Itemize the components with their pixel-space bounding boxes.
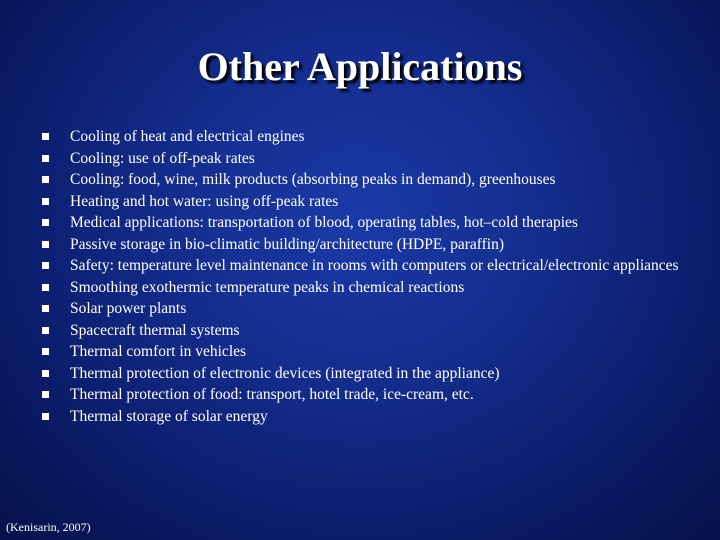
bullet-item <box>42 408 682 425</box>
bullet-text: Cooling: use of off-peak rates <box>70 149 255 167</box>
bullet-item <box>42 322 682 339</box>
bullet-item <box>42 386 682 403</box>
square-bullet-icon <box>42 262 49 269</box>
square-bullet-icon <box>42 133 49 140</box>
bullet-text: Thermal comfort in vehicles <box>70 343 247 360</box>
bullet-item <box>42 171 682 188</box>
bullet-item <box>42 193 682 210</box>
bullet-item <box>42 300 682 317</box>
square-bullet-icon <box>42 241 49 248</box>
bullet-text: Thermal protection of food: transport, hotel trade, ice-cream, etc. <box>70 386 474 403</box>
bullet-list <box>42 128 682 429</box>
bullet-item <box>42 128 682 145</box>
bullet-item <box>42 365 682 382</box>
square-bullet-icon <box>42 219 49 226</box>
bullet-text: Cooling of heat and electrical engines <box>70 128 305 145</box>
square-bullet-icon <box>42 413 49 420</box>
square-bullet-icon <box>42 327 49 334</box>
bullet-item <box>42 214 682 231</box>
square-bullet-icon <box>42 370 49 377</box>
square-bullet-icon <box>42 348 49 355</box>
bullet-text: Solar power plants <box>70 300 187 317</box>
bullet-text: Smoothing exothermic temperature peaks in chemical reactions <box>70 278 465 296</box>
bullet-item <box>42 343 682 360</box>
bullet-text: Thermal protection of electronic devices (integrated in the appliance) <box>70 364 500 382</box>
square-bullet-icon <box>42 305 49 312</box>
slide-title: Other Applications <box>197 44 523 89</box>
square-bullet-icon <box>42 176 49 183</box>
bullet-text: Heating and hot water: using off-peak rates <box>70 192 339 210</box>
square-bullet-icon <box>42 198 49 205</box>
square-bullet-icon <box>42 391 49 398</box>
bullet-item <box>42 150 682 167</box>
bullet-item <box>42 279 682 296</box>
bullet-item <box>42 257 682 274</box>
bullet-text: Thermal storage of solar energy <box>70 407 268 425</box>
square-bullet-icon <box>42 284 49 291</box>
bullet-text: Medical applications: transportation of blood, operating tables, hot–cold therapies <box>70 214 578 231</box>
bullet-text: Cooling: food, wine, milk products (absorbing peaks in demand), greenhouses <box>70 171 556 188</box>
bullet-text: Spacecraft thermal systems <box>70 321 240 339</box>
bullet-item <box>42 236 682 253</box>
bullet-text: Safety: temperature level maintenance in rooms with computers or electrical/electronic appliances <box>70 257 679 274</box>
square-bullet-icon <box>42 155 49 162</box>
citation: (Kenisarin, 2007) <box>6 520 91 534</box>
bullet-text: Passive storage in bio-climatic building/architecture (HDPE, paraffin) <box>70 235 505 253</box>
